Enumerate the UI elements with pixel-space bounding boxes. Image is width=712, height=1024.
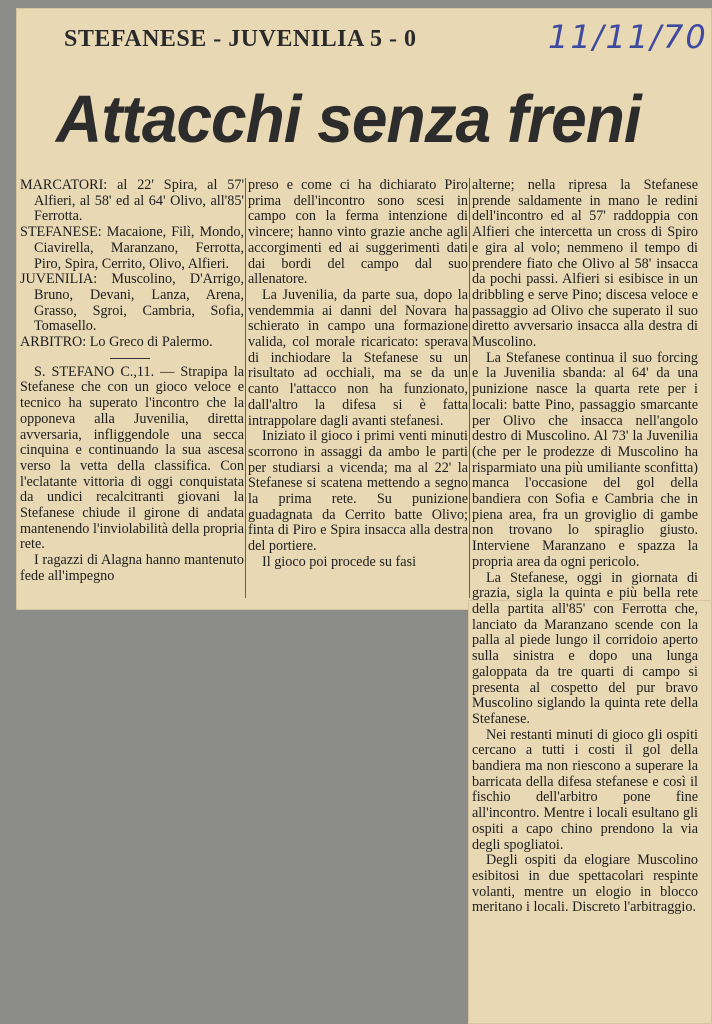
paragraph: Il gioco poi procede su fasi [262,553,417,570]
scorers-line: MARCATORI: al 22' Spira, al 57' Alfieri, al 58' ed al 64' Olivo, all'85' Ferrotta. [20,177,244,225]
paragraph: S. STEFANO C.,11. — Strapipa la Stefanese che con un gioco veloce e tecnico ha superato l'incontro che la opponeva alla Juvenilia, diretta avversaria, infliggendole una secca cinquina e continuando la sua ascesa verso la vetta della classifica. Con l'eclatante vittoria di oggi conquistata da undici recalcitranti giovani la Stefanese chiude il girone di andata mantenendo l'inviolabilità della propria rete. [20,363,244,553]
paragraph: Nei restanti minuti di gioco gli ospiti cercano a tutti i costi il gol della bandiera ma non riescono a superare la barricata della difesa stefanese e così il fischio dell'arbitro pone fine all'incontro. Mentre i locali esultano gli ospiti a capo chino prendono la via degli spogliatoi. [472,726,698,853]
paragraph: preso e come ci ha dichiarato Piro prima dell'incontro sono scesi in campo con la ferma intenzione di vincere; hanno vinto grazie anche agli accorgimenti ed ai suggerimenti dati dai bordi del campo dal suo allenatore. [248,177,468,288]
handwritten-date: 11/11/70 [548,18,708,56]
column-divider [469,178,470,598]
article-column-3 [472,178,698,916]
paragraph: La Juvenilia, da parte sua, dopo la vendemmia ai danni del Novara ha schierato in campo una formazione valida, col morale ricaricato: sperava di inchiodare la Stefanese su un risultato ad occhiali, ma se da un canto l'attacco non ha funzionato, dall'altro la difesa si è fatta intrappolare dagli avanti stefanesi. [248,286,468,429]
article-column-1 [20,178,244,585]
paragraph: La Stefanese continua il suo forcing e la Juvenilia sbanda: al 64' da una punizione nasce la quarta rete per i locali: batte Pino, passaggio smarcante per Olivo che insacca nell'angolo destro di Muscolino. Al 73' la Juvenilia (che per le prodezze di Muscolino ha risparmiato una più umiliante sconfitta) manca l'occasione del gol della bandiera con Sofia e Cambria che in piena area, fra un groviglio di gambe non trovano lo spiraglio giusto. Interviene Maranzano e spazza la propria area da ogni pericolo. [472,349,698,570]
paragraph: Degli ospiti da elogiare Muscolino esibitosi in due spettacolari respinte volanti, mentre un elogio in blocco meritano i locali. Discreto l'arbitraggio. [472,852,698,916]
referee-line: ARBITRO: Lo Greco di Palermo. [20,334,213,351]
section-separator [110,358,150,359]
column-divider [245,178,246,598]
paragraph: I ragazzi di Alagna hanno mantenuto fede all'impegno [20,552,244,584]
match-result: STEFANESE - JUVENILIA 5 - 0 [64,26,417,52]
article-column-2 [248,178,468,571]
paragraph: alterne; nella ripresa la Stefanese prende saldamente in mano le redini dell'incontro ed al 57' raddoppia con Alfieri che intercetta un cross di Spiro e gira al volo; nemmeno il tempo di prendere fiato che Olivo al 58' insacca da pochi passi. Alfieri si esibisce in un dribbling e serve Pino; discesa veloce e passaggio ad Olivo che superato il suo diretto avversario insacca alla destra di Muscolino. [472,177,698,351]
paragraph: Iniziato il gioco i primi venti minuti scorrono in assaggi da ambo le parti per studiarsi a vicenda; ma al 22' la Stefanese si scatena mettendo a segno la prima rete. Su punizione guadagnata da Cerrito batte Olivo; finta di Piro e Spira insacca alla destra del portiere. [248,428,468,555]
away-lineup: JUVENILIA: Muscolino, D'Arrigo, Bruno, Devani, Lanza, Arena, Grasso, Sgroi, Cambria, Sofia, Tomasello. [20,271,244,335]
paragraph: La Stefanese, oggi in giornata di grazia, sigla la quinta e più bella rete della partita all'85' con Ferrotta che, lanciato da Maranzano scende con la palla al piede lungo il corridoio aperto sulla sinistra e dopo una lunga galoppata da tre quarti di campo si presenta al cospetto del pur bravo Muscolino siglando la quinta rete della Stefanese. [472,569,698,727]
home-lineup: STEFANESE: Macaione, Filì, Mondo, Ciavirella, Maranzano, Ferrotta, Piro, Spira, Cerrito, Olivo, Alfieri. [20,224,244,272]
article-title: Attacchi senza freni [56,81,641,157]
